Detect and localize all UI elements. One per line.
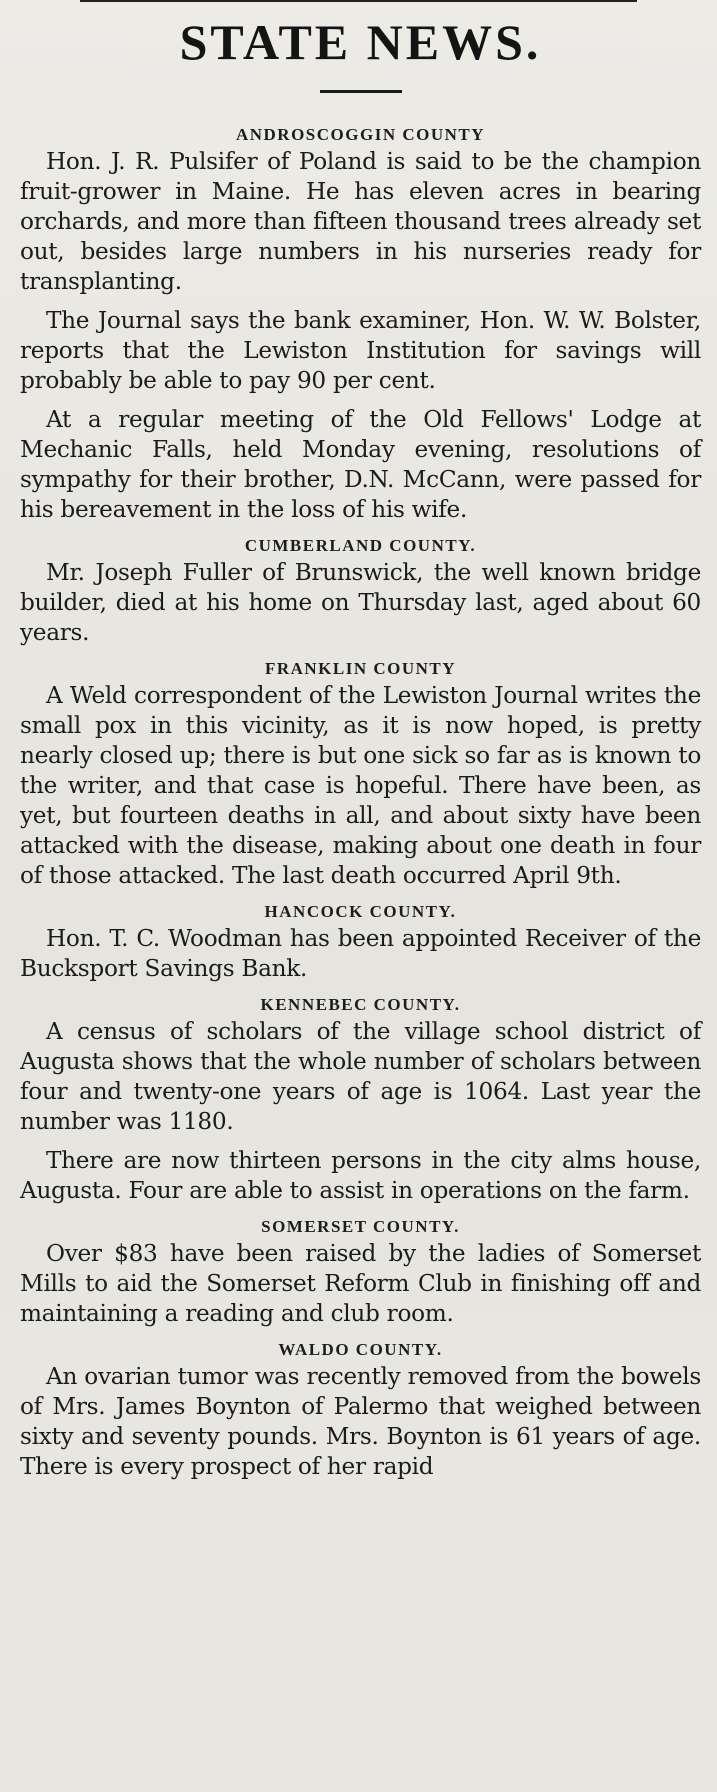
county-section [20, 1215, 701, 1329]
county-section [20, 1338, 701, 1482]
county-heading: KENNEBEC COUNTY. [260, 995, 461, 1014]
county-section [20, 123, 701, 525]
county-heading: FRANKLIN COUNTY [264, 659, 457, 678]
news-paragraph: At a regular meeting of the Old Fellows' Lodge at Mechanic Falls, held Monday evening, resolutions of sympathy for their brother, D.N. McCann, were passed for his bereavement in the loss of his wife. [20, 406, 701, 523]
news-paragraph: Hon. T. C. Woodman has been appointed Receiver of the Bucksport Savings Bank. [20, 925, 701, 982]
news-paragraph: Over $83 have been raised by the ladies of Somerset Mills to aid the Somerset Reform Club in finishing off and maintaining a reading and club room. [20, 1240, 701, 1327]
county-heading: SOMERSET COUNTY. [261, 1217, 460, 1236]
article-body [20, 123, 701, 1482]
masthead-title: STATE NEWS. [179, 14, 542, 70]
news-paragraph: An ovarian tumor was recently removed from the bowels of Mrs. James Boynton of Palermo that weighed between sixty and seventy pounds. Mrs. Boynton is 61 years of age. There is every prospect of her rapid [20, 1363, 701, 1480]
county-heading: ANDROSCOGGIN COUNTY [235, 125, 486, 144]
news-paragraph: Hon. J. R. Pulsifer of Poland is said to be the champion fruit-grower in Maine. He has eleven acres in bearing orchards, and more than fifteen thousand trees already set out, besides large numbers in his nurseries ready for transplanting. [20, 148, 701, 295]
masthead-divider [320, 90, 402, 93]
top-border-rule [80, 0, 637, 8]
county-section [20, 534, 701, 648]
news-paragraph: Mr. Joseph Fuller of Brunswick, the well known bridge builder, died at his home on Thursday last, aged about 60 years. [20, 559, 701, 646]
county-heading: HANCOCK COUNTY. [264, 902, 457, 921]
county-section [20, 657, 701, 891]
news-paragraph: There are now thirteen persons in the city alms house, Augusta. Four are able to assist in operations on the farm. [20, 1147, 701, 1204]
news-paragraph: The Journal says the bank examiner, Hon. W. W. Bolster, reports that the Lewiston Institution for savings will probably be able to pay 90 per cent. [20, 307, 701, 394]
county-heading: CUMBERLAND COUNTY. [244, 536, 477, 555]
county-section [20, 900, 701, 984]
news-paragraph: A Weld correspondent of the Lewiston Journal writes the small pox in this vicinity, as it is now hoped, is pretty nearly closed up; there is but one sick so far as is known to the writer, and that case is hopeful. There have been, as yet, but fourteen deaths in all, and about sixty have been attacked with the disease, making about one death in four of those attacked. The last death occurred April 9th. [20, 682, 701, 889]
news-paragraph: A census of scholars of the village school district of Augusta shows that the whole number of scholars between four and twenty-one years of age is 1064. Last year the number was 1180. [20, 1018, 701, 1135]
county-section [20, 993, 701, 1206]
county-heading: WALDO COUNTY. [278, 1340, 443, 1359]
